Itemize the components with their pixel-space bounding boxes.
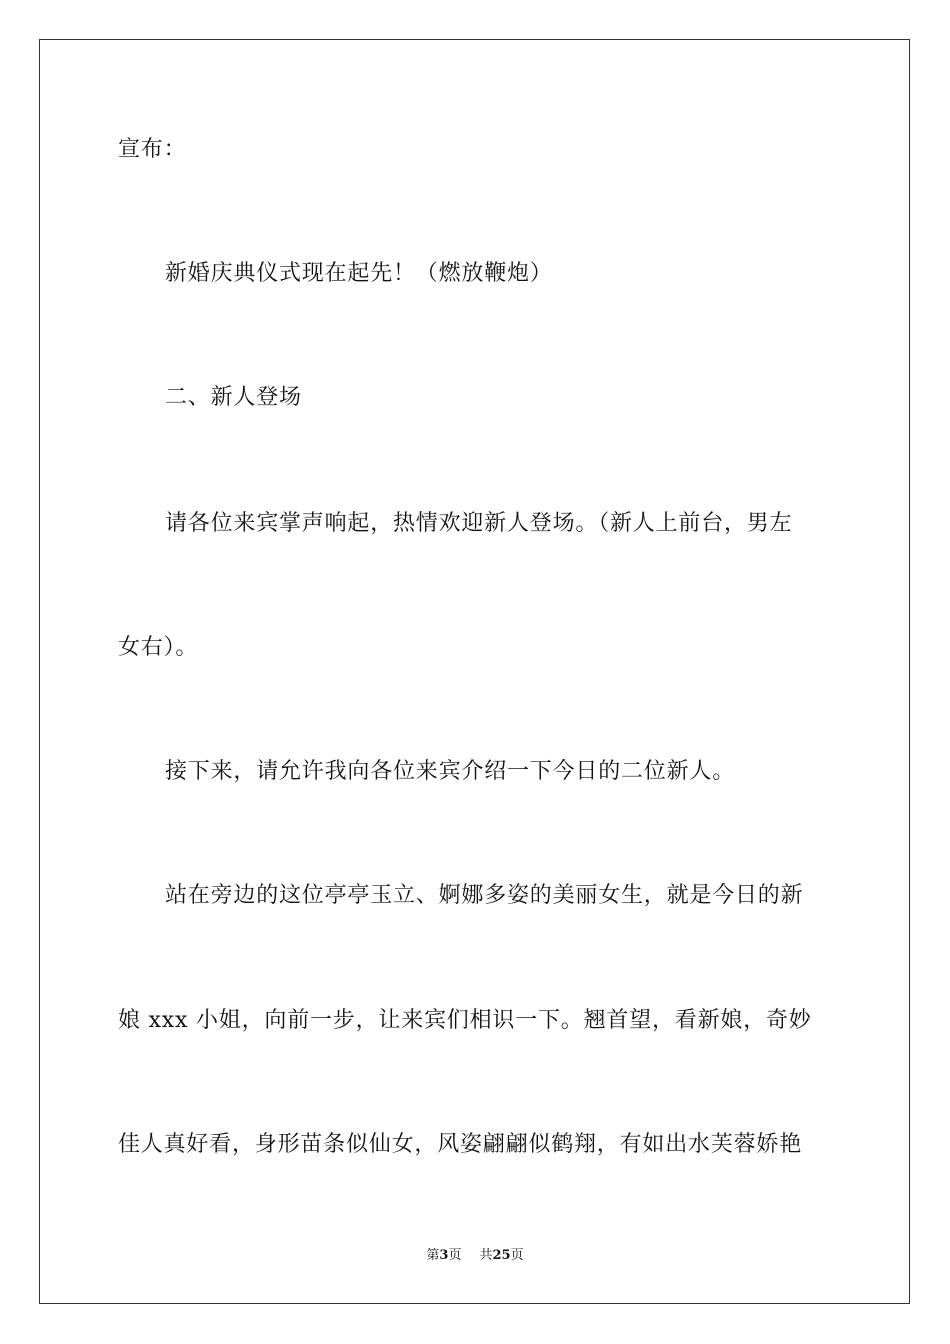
- total-pages: 25: [492, 1248, 511, 1263]
- page-footer: [0, 1247, 950, 1265]
- text-line-8: 娘 xxx 小姐，向前一步，让来宾们相识一下。翘首望，看新娘，奇妙: [118, 1008, 812, 1033]
- text-line-4: 请各位来宾掌声响起，热情欢迎新人登场。（新人上前台，男左: [165, 511, 793, 536]
- text-line-6: 接下来，请允许我向各位来宾介绍一下今日的二位新人。: [165, 759, 736, 784]
- page-number: 3: [439, 1248, 449, 1263]
- text-line-2: 新婚庆典仪式现在起先！（燃放鞭炮）: [165, 261, 553, 286]
- text-line-9: 佳人真好看，身形苗条似仙女，风姿翩翩似鹤翔，有如出水芙蓉娇艳: [118, 1132, 803, 1157]
- text-line-1: 宣布：: [118, 137, 187, 162]
- text-line-7: 站在旁边的这位亭亭玉立、婀娜多姿的美丽女生，就是今日的新: [165, 883, 804, 908]
- text-line-5: 女右）。: [118, 635, 199, 660]
- section-heading: 二、新人登场: [165, 385, 302, 410]
- page-prefix: 第: [426, 1248, 440, 1263]
- total-prefix: 共: [479, 1248, 493, 1263]
- page-suffix: 页: [448, 1248, 462, 1263]
- total-suffix: 页: [510, 1248, 524, 1263]
- page-border: [39, 39, 910, 1304]
